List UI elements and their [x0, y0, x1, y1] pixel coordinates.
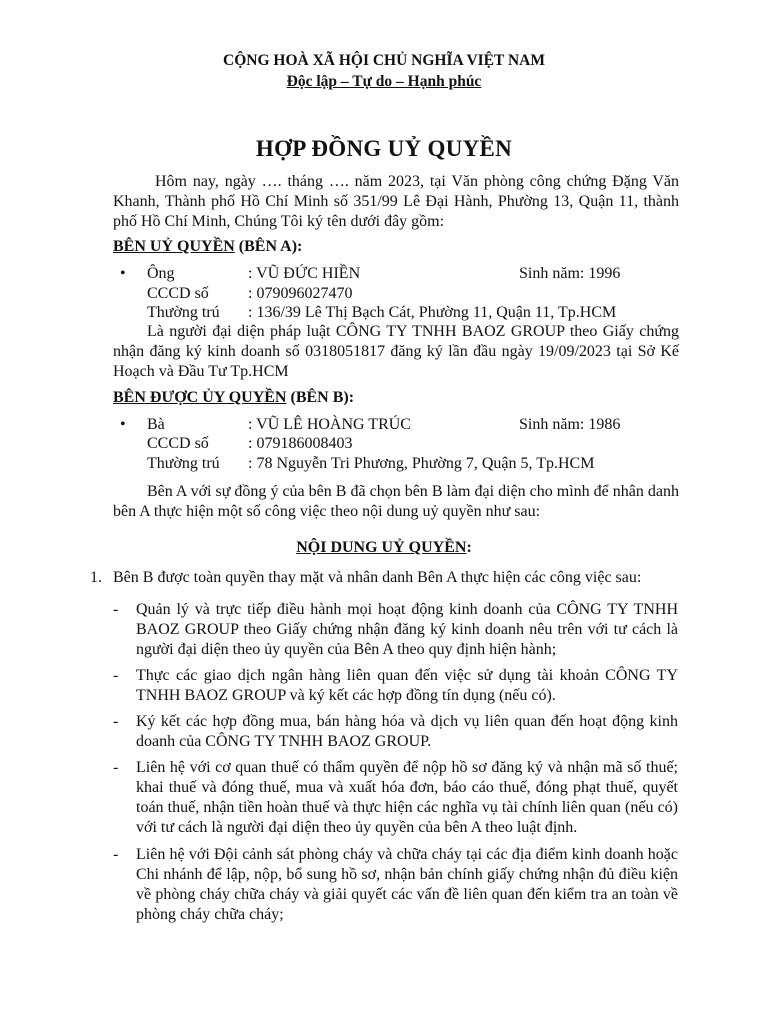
party-b-name: : VŨ LÊ HOÀNG TRÚC	[248, 416, 411, 433]
party-b-id-value: : 079186008403	[248, 435, 353, 452]
bullet-icon: •	[120, 416, 126, 433]
party-a-address-label: Thường trú	[147, 304, 220, 321]
dash-icon: -	[113, 759, 119, 776]
motto-header: Độc lập – Tự do – Hạnh phúc	[286, 73, 482, 90]
task-4: Liên hệ với cơ quan thuế có thẩm quyền để nộp hồ sơ đăng ký và nhận mã số thuế; khai thuế và đóng thuế, mua và xuất hóa đơn, báo cáo thuế, đóng phạt thuế, quyết toán thuế, nhận tiền hoàn thuế và thực hiện các nghĩa vụ tài chính liên quan (nếu có) với tư cách là người đại diện theo ủy quyền của bên A theo luật định.	[136, 759, 678, 836]
bullet-icon: •	[120, 265, 126, 282]
dash-icon: -	[113, 667, 119, 684]
item-number: 1.	[90, 569, 102, 586]
party-a-name: : VŨ ĐỨC HIỀN	[248, 265, 361, 282]
party-a-id-label: CCCD số	[147, 285, 209, 302]
country-header: CỘNG HOÀ XÃ HỘI CHỦ NGHĨA VIỆT NAM	[223, 52, 545, 69]
dash-icon: -	[113, 713, 119, 730]
party-b-address-value: : 78 Nguyễn Tri Phương, Phường 7, Quận 5, Tp.HCM	[248, 455, 595, 472]
document-title: HỢP ĐỒNG UỶ QUYỀN	[255, 136, 513, 161]
party-a-title: Ông	[147, 265, 175, 282]
dash-icon: -	[113, 846, 119, 863]
party-a-heading: BÊN UỶ QUYỀN (BÊN A):	[113, 238, 303, 255]
party-b-id-label: CCCD số	[147, 435, 209, 452]
task-3: Ký kết các hợp đồng mua, bán hàng hóa và dịch vụ liên quan đến hoạt động kinh doanh của CÔNG TY TNHH BAOZ GROUP.	[136, 713, 678, 750]
intro-paragraph: Hôm nay, ngày …. tháng …. năm 2023, tại Văn phòng công chứng Đặng Văn Khanh, Thành phố Hồ Chí Minh số 351/99 Lê Đại Hành, Phường 13, Quận 11, thành phố Hồ Chí Minh, Chúng Tôi ký tên dưới đây gồm:	[113, 173, 679, 230]
task-2: Thực các giao dịch ngân hàng liên quan đến việc sử dụng tài khoản CÔNG TY TNHH BAOZ GROUP và ký kết các hợp đồng tín dụng (nếu có).	[136, 667, 678, 704]
party-b-address-label: Thường trú	[147, 455, 220, 472]
party-b-heading: BÊN ĐƯỢC ỦY QUYỀN (BÊN B):	[113, 389, 355, 406]
task-5: Liên hệ với Đội cảnh sát phòng cháy và chữa cháy tại các địa điểm kinh doanh hoặc Chi nhánh để lập, nộp, bổ sung hồ sơ, nhận bản chính giấy chứng nhận đủ điều kiện về phòng cháy chữa cháy và giải quyết các vấn đề liên quan đến kiểm tra an toàn về phòng cháy chữa cháy;	[136, 846, 678, 923]
party-a-note: Là người đại diện pháp luật CÔNG TY TNHH BAOZ GROUP theo Giấy chứng nhận đăng ký kinh doanh số 0318051817 đăng ký lần đầu ngày 19/09/2023 tại Sở Kế Hoạch và Đầu Tư Tp.HCM	[113, 323, 679, 380]
party-a-address-value: : 136/39 Lê Thị Bạch Cát, Phường 11, Quận 11, Tp.HCM	[248, 304, 617, 321]
content-heading: NỘI DUNG UỶ QUYỀN:	[296, 539, 472, 556]
party-b-birth: Sinh năm: 1986	[519, 416, 621, 433]
agreement-paragraph: Bên A với sự đồng ý của bên B đã chọn bên B làm đại diện cho mình để nhân danh bên A thực hiện một số công việc theo nội dung uỷ quyền như sau:	[113, 483, 679, 520]
task-1: Quản lý và trực tiếp điều hành mọi hoạt động kinh doanh của CÔNG TY TNHH BAOZ GROUP theo Giấy chứng nhận đăng ký kinh doanh nêu trên với tư cách là người đại diện theo ủy quyền của Bên A theo quy định hiện hành;	[136, 601, 678, 658]
item-1-text: Bên B được toàn quyền thay mặt và nhân danh Bên A thực hiện các công việc sau:	[113, 569, 642, 586]
party-a-id-value: : 079096027470	[248, 285, 353, 302]
dash-icon: -	[113, 601, 119, 618]
party-a-birth: Sinh năm: 1996	[519, 265, 621, 282]
party-b-title: Bà	[147, 416, 165, 433]
